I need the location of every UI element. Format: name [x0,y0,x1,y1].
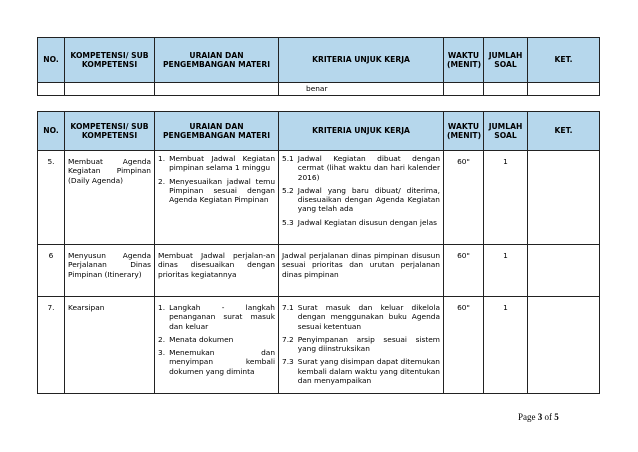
header-waktu: WAKTU (MENIT) [444,112,484,151]
kriteria-cell: Jadwal perjalanan dinas pimpinan disusun sesuai prioritas dan urutan perjalanan dinas pimpinan [279,245,444,297]
table-competencies [37,111,600,394]
page-number: Page 3 of 5 [518,412,559,422]
uraian-cell [155,297,279,394]
table-continuation [37,37,600,96]
kriteria-cell [279,297,444,394]
header-no: NO. [38,38,65,83]
header-kompetensi: KOMPETENSI/ SUB KOMPETENSI [65,38,155,83]
header-soal: JUMLAH SOAL [484,112,528,151]
uraian-cell: Membuat Jadwal perjalan-an dinas disesuaikan dengan prioritas kegiatannya [155,245,279,297]
soal-cell: 1 [484,151,528,245]
list-item: 1. Langkah - langkah penanganan surat masuk dan keluar [158,303,275,331]
header-waktu: WAKTU (MENIT) [444,38,484,83]
header-ket: KET. [528,112,600,151]
table-row [38,297,600,394]
ket-cell [528,297,600,394]
row-number: 5. [38,151,65,245]
list-item: 5.2 Jadwal yang baru dibuat/ diterima, disesuaikan dengan Agenda Kegiatan yang telah ada [282,185,440,214]
table-header-row [38,38,600,83]
row-number: 6 [38,245,65,297]
ket-cell [528,151,600,245]
kompetensi-cell: Kearsipan [65,297,155,394]
header-kriteria: KRITERIA UNJUK KERJA [279,38,444,83]
header-ket: KET. [528,38,600,83]
list-item: 1. Membuat Jadwal Kegiatan pimpinan selama 1 minggu [158,154,275,173]
list-item: 2. Menata dokumen [158,334,234,344]
list-item: 2. Menyesuaikan jadwal temu Pimpinan sesuai dengan Agenda Kegiatan Pimpinan [158,176,275,205]
header-no: NO. [38,112,65,151]
list-item: 7.1 Surat masuk dan keluar dikelola dengan menggunakan buku Agenda sesuai ketentuan [282,303,440,331]
list-item: 5.3 Jadwal Kegiatan disusun dengan jelas [282,217,437,227]
kriteria-cell: benar [279,83,444,96]
header-kompetensi: KOMPETENSI/ SUB KOMPETENSI [65,112,155,151]
waktu-cell: 60" [444,245,484,297]
kriteria-cell [279,151,444,245]
kompetensi-cell: Menyusun Agenda Perjalanan Dinas Pimpinan (Itinerary) [65,245,155,297]
list-item: 5.1 Jadwal Kegiatan dibuat dengan cermat (lihat waktu dan hari kalender 2016) [282,154,440,182]
waktu-cell: 60" [444,151,484,245]
table-header-row [38,112,600,151]
header-uraian: URAIAN DAN PENGEMBANGAN MATERI [155,112,279,151]
list-item: 7.3 Surat yang disimpan dapat ditemukan kembali dalam waktu yang ditentukan dan menyampaikan [282,357,440,386]
row-number: 7. [38,297,65,394]
table-row [38,245,600,297]
list-item: 7.2 Penyimpanan arsip sesuai sistem yang diinstruksikan [282,334,440,354]
soal-cell: 1 [484,245,528,297]
list-item: 3. Menemukan dan menyimpan kembali dokumen yang diminta [158,348,275,376]
ket-cell [528,245,600,297]
waktu-cell: 60" [444,297,484,394]
table-row [38,151,600,245]
soal-cell: 1 [484,297,528,394]
uraian-cell [155,151,279,245]
header-soal: JUMLAH SOAL [484,38,528,83]
header-uraian: URAIAN DAN PENGEMBANGAN MATERI [155,38,279,83]
header-kriteria: KRITERIA UNJUK KERJA [279,112,444,151]
table-row [38,83,600,96]
kompetensi-cell: Membuat Agenda Kegiatan Pimpinan (Daily Agenda) [65,151,155,245]
